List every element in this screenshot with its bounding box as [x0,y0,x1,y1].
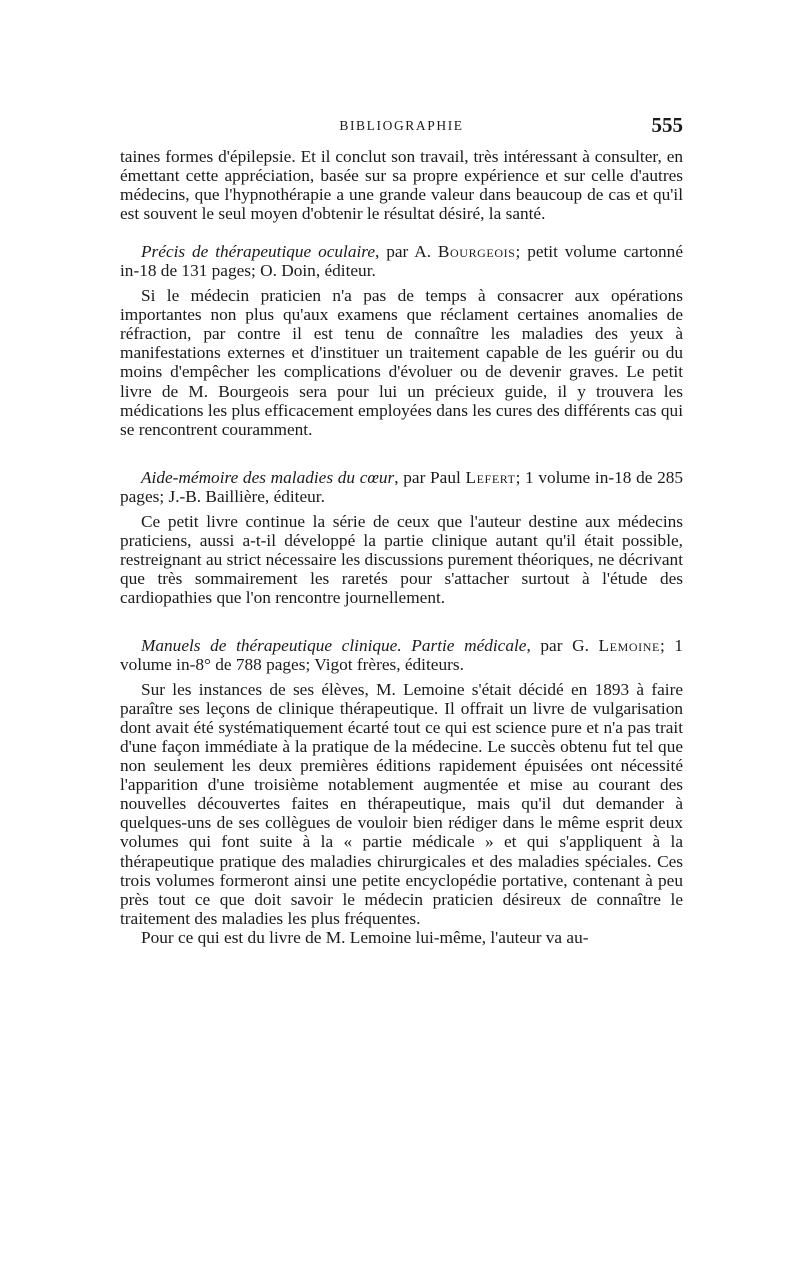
publication-details: ; 1 volume in-18 de 285 pages; J.-B. Baillière, éditeur. [120,467,683,506]
author-name: Lemoine [598,635,660,655]
review-entry [120,636,683,947]
publication-details: ; 1 volume in-8° de 788 pages; Vigot frères, éditeurs. [120,635,683,675]
author-name: Lefert [465,467,516,487]
review-paragraph: Si le médecin praticien n'a pas de temps à consacrer aux opérations importantes non plus qu'aux examens que réclament certaines anomalies de réfraction, par contre il est tenu de connaître les maladies des yeux à manifestations externes et d'instituer un traitement capable de les guérir ou du moins d'empêcher les complications d'évoluer ou de devenir graves. Le petit livre de M. Bourgeois sera pour lui un précieux guide, il y trouvera les médications les plus efficacement employées dans les cures des différents cas qui se rencontrent couramment. [120,286,683,439]
book-title: Manuels de thérapeutique clinique. Partie médicale [141,635,527,655]
page-header [120,113,683,137]
by-text: , par G. [526,635,599,655]
section-gap [120,607,683,636]
review-paragraph: Sur les instances de ses élèves, M. Lemoine s'était décidé en 1893 à faire paraître ses leçons de clinique thérapeutique. Il offrait un livre de vulgarisation dont avait été systématiquement écarté tout ce qui est science pure et n'a pas trait d'une façon immédiate à la pratique de la médecine. Le succès obtenu fut tel que non seulement les deux premières éditions rapidement épuisées ont nécessité l'apparition d'une troisième notablement augmentée et mise au courant des nouvelles découvertes faites en thérapeutique, mais qu'il dut demander à quelques-uns de ses collègues de vouloir bien rédiger dans le même esprit deux volumes qui font suite à la « partie médicale » et qui s'appliquent à la thérapeutique pratique des maladies chirurgicales et des maladies spéciales. Ces trois volumes formeront ainsi une petite encyclopédie portative, contenant à peu près tout ce que doit savoir le médecin praticien désireux de connaître le traitement des maladies les plus fréquentes. [120,680,683,928]
review-heading [120,636,683,674]
book-title: Aide-mémoire des maladies du cœur [141,467,395,487]
section-gap [120,223,683,242]
page-body [120,147,683,947]
by-text: , par A. [375,242,438,262]
running-head: BIBLIOGRAPHIE [339,118,464,133]
review-heading [120,468,683,506]
publication-details: ; petit volume cartonné in-18 de 131 pages; O. Doin, éditeur. [120,242,683,281]
review-paragraph: Pour ce qui est du livre de M. Lemoine lui-même, l'auteur va au- [141,927,589,947]
section-gap [120,439,683,468]
review-heading [120,242,683,280]
author-name: Bourgeois [437,242,516,262]
book-title: Précis de thérapeutique oculaire [141,242,376,262]
review-paragraph: Ce petit livre continue la série de ceux que l'auteur destine aux médecins praticiens, aussi a-t-il développé la partie clinique autant qu'il était possible, restreignant au strict nécessaire les discussions purement théoriques, ne décrivant que très sommairement les raretés pour s'attacher surtout à l'étude des cardiopathies que l'on rencontre journellement. [120,511,683,607]
intro-paragraph: taines formes d'épilepsie. Et il conclut son travail, très intéressant à consulter, en émettant cette appréciation, basée sur sa propre expérience et sur celle d'autres médecins, que l'hypnothérapie a une grande valeur dans beaucoup de cas et qu'il est souvent le seul moyen d'obtenir le résultat désiré, la santé. [120,147,683,224]
review-entry [120,468,683,607]
review-entry [120,242,683,438]
by-text: , par Paul [394,467,466,487]
page-number: 555 [651,113,683,137]
